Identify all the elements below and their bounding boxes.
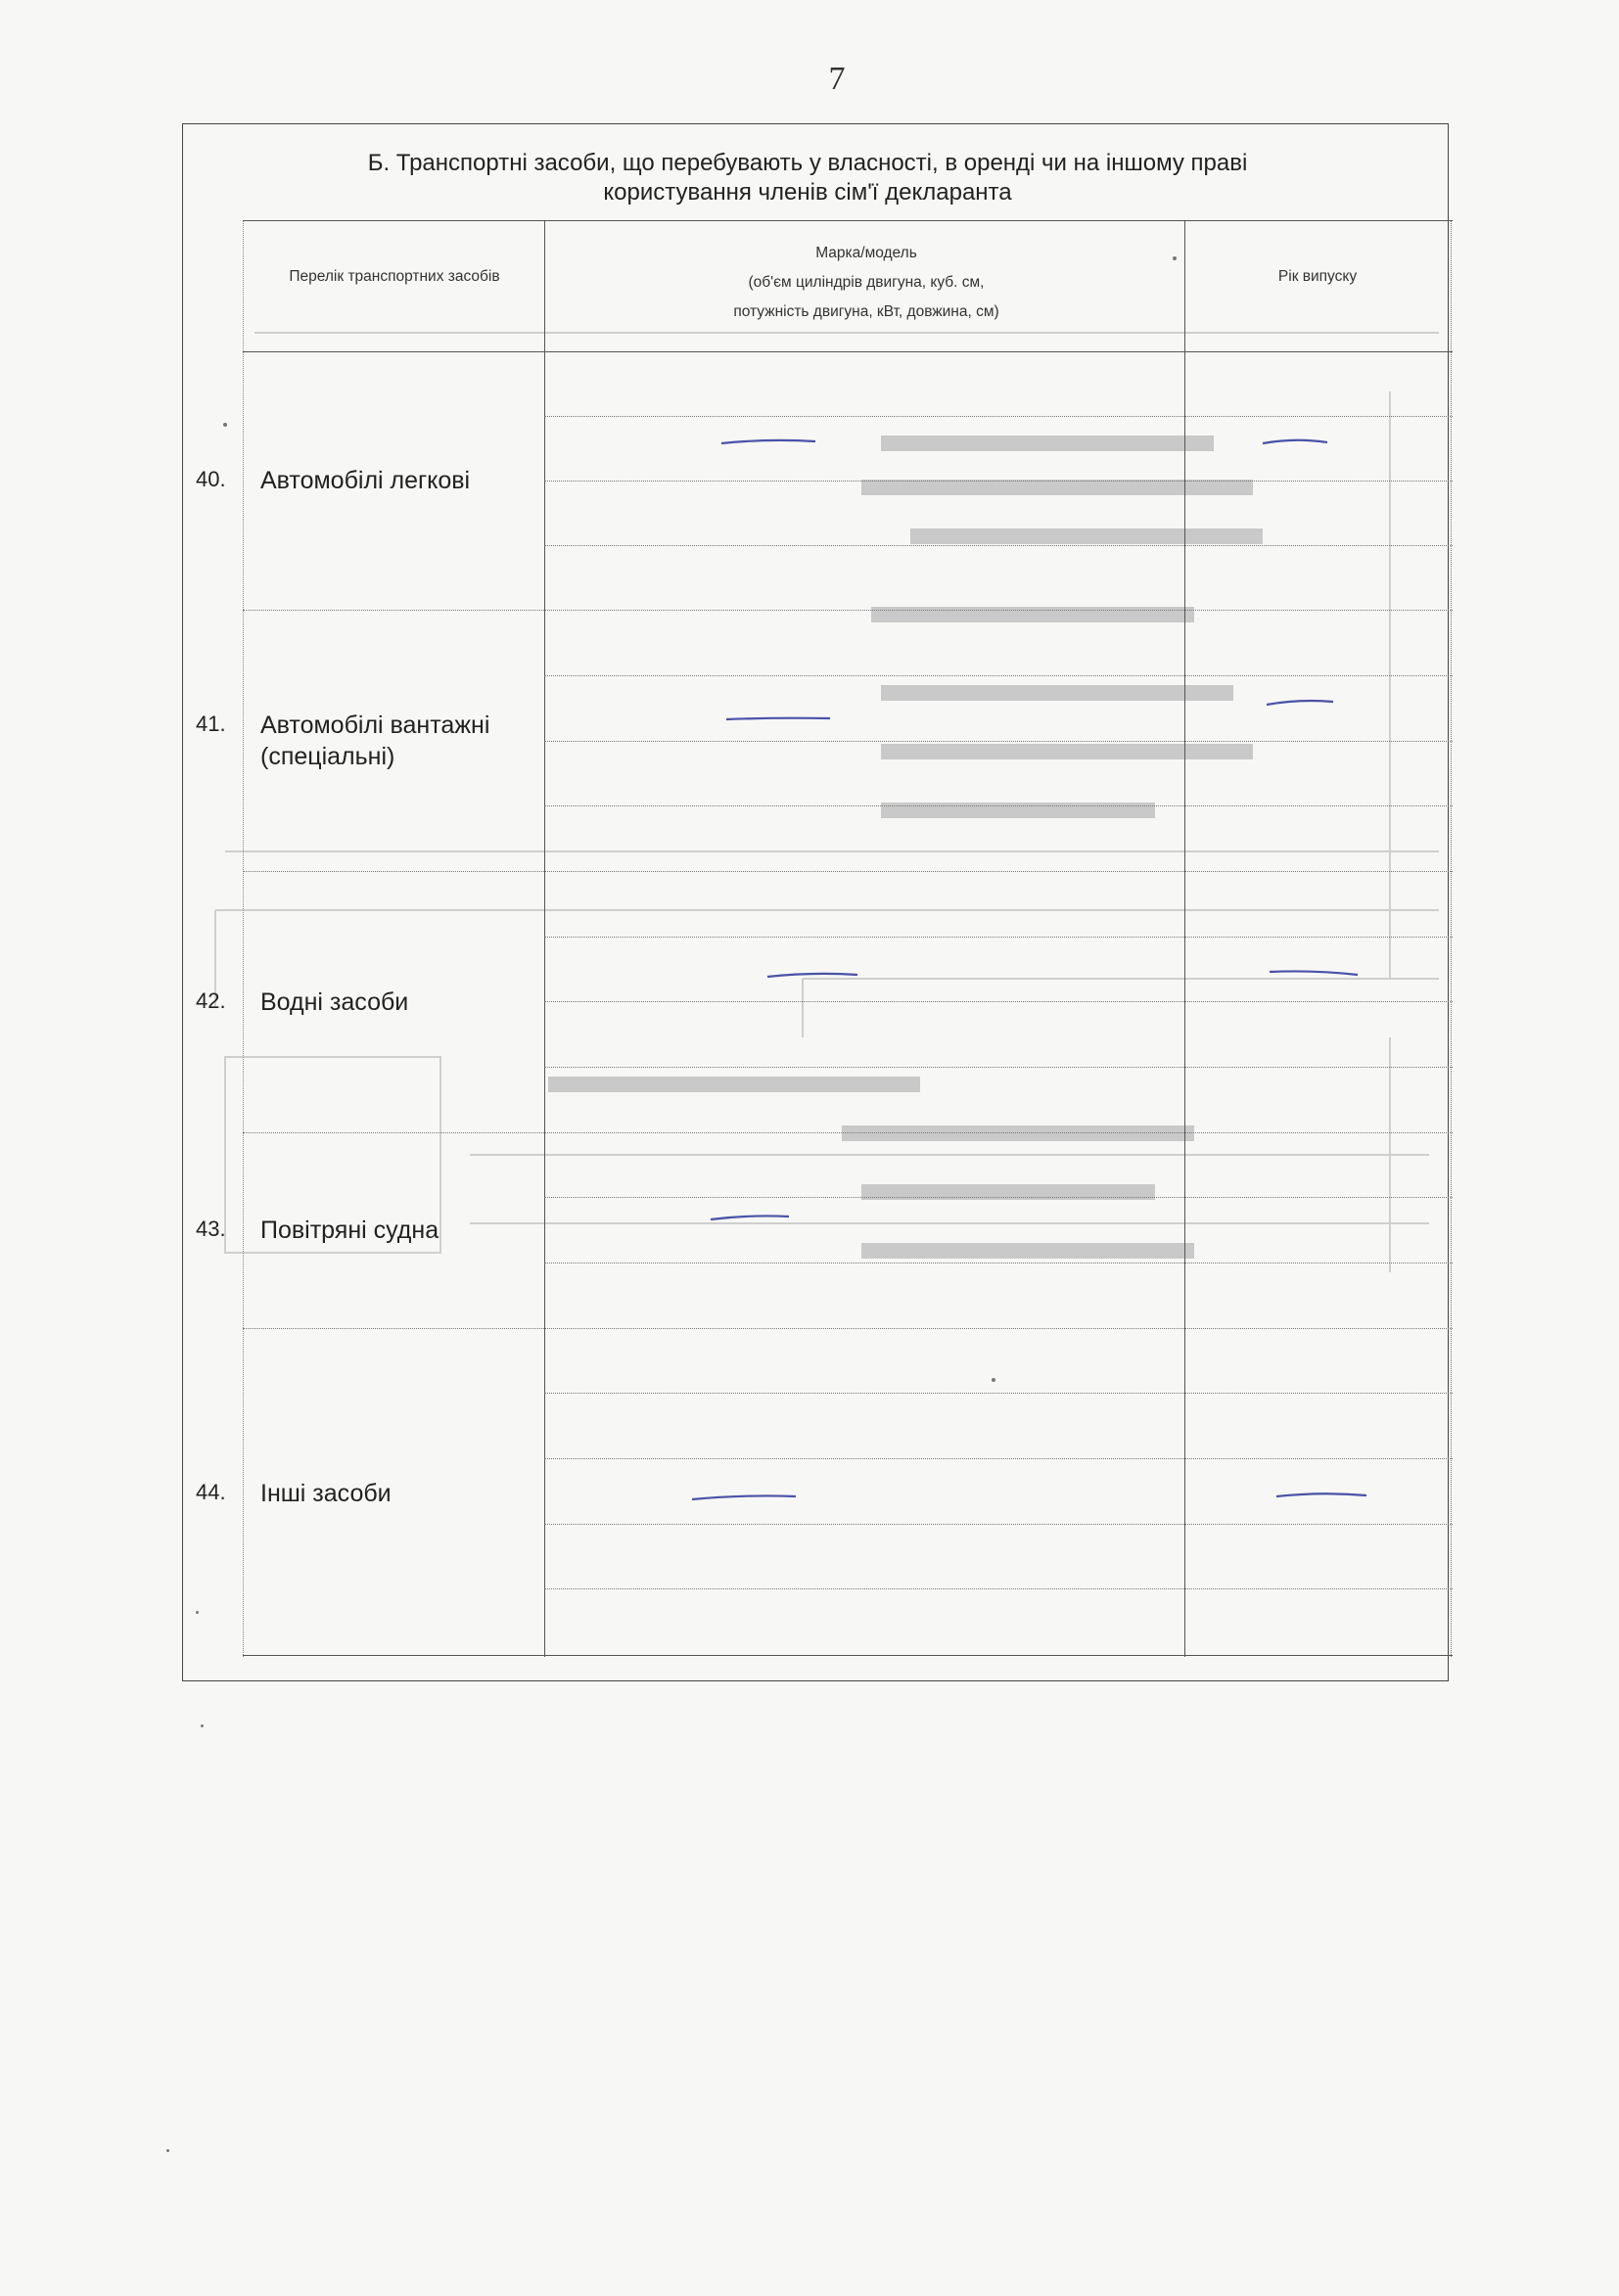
sub-row-line (544, 416, 1453, 417)
row-label-trucks-line-1: Автомобілі вантажні (260, 712, 490, 739)
row-group-divider (243, 871, 1453, 872)
header-bottom-rule (243, 351, 1453, 352)
scan-speck (201, 1724, 204, 1727)
section-title-line-2: користування членів сім'ї декларанта (603, 179, 1012, 206)
sub-row-line (544, 1588, 1453, 1589)
sub-row-line (544, 1067, 1453, 1068)
scan-speck (992, 1378, 995, 1382)
scan-speck (166, 2149, 169, 2152)
sub-row-line (544, 741, 1453, 742)
sub-row-line (544, 1458, 1453, 1459)
sub-row-line (544, 1197, 1453, 1198)
pen-dash-mark (690, 1492, 798, 1503)
pen-dash-mark (1274, 1490, 1368, 1501)
row-label-trucks-line-2: (спеціальні) (260, 743, 395, 770)
table-right-border (1451, 220, 1452, 1657)
sub-row-line (544, 805, 1453, 806)
pen-dash-mark (1265, 697, 1335, 709)
header-make-model-line-1: Марка/модель (815, 245, 917, 261)
sub-row-line (544, 675, 1453, 676)
header-top-rule (243, 220, 1453, 221)
section-title (245, 149, 1370, 207)
header-make-model (548, 243, 1184, 323)
scan-speck (1173, 256, 1177, 260)
sub-row-line (544, 1393, 1453, 1394)
row-label-trucks (260, 710, 544, 772)
row-number-41: 41. (196, 712, 226, 736)
row-number-43: 43. (196, 1217, 226, 1241)
pen-dash-mark (719, 436, 817, 447)
table-bottom-rule (243, 1655, 1453, 1656)
header-make-model-line-2: (об'єм циліндрів двигуна, куб. см, (748, 274, 985, 291)
sub-row-line (544, 937, 1453, 938)
row-number-44: 44. (196, 1480, 226, 1504)
sub-row-line (544, 545, 1453, 546)
scan-speck (196, 1611, 199, 1614)
row-label-other-vehicles: Інші засоби (260, 1480, 392, 1507)
sub-row-line (544, 1001, 1453, 1002)
section-title-line-1: Б. Транспортні засоби, що перебувають у власності, в оренді чи на іншому праві (367, 150, 1248, 176)
page-number: 7 (828, 61, 846, 97)
pen-dash-mark (1261, 436, 1329, 447)
pen-dash-mark (724, 712, 832, 724)
row-label-passenger-cars: Автомобілі легкові (260, 467, 471, 494)
sub-row-line (544, 481, 1453, 482)
row-number-42: 42. (196, 988, 226, 1013)
pen-dash-mark (765, 969, 859, 981)
header-vehicle-list: Перелік транспортних засобів (289, 268, 500, 285)
row-group-divider (243, 1328, 1453, 1329)
row-group-divider (243, 1132, 1453, 1133)
pen-dash-mark (1268, 967, 1360, 979)
table-left-border (243, 220, 244, 1657)
row-group-divider (243, 610, 1453, 611)
column-divider-2 (1184, 220, 1185, 1657)
header-year: Рік випуску (1277, 268, 1358, 285)
row-label-water-vehicles: Водні засоби (260, 988, 409, 1016)
column-divider-1 (544, 220, 545, 1657)
header-make-model-line-3: потужність двигуна, кВт, довжина, см) (733, 303, 999, 320)
row-number-40: 40. (196, 467, 226, 491)
scan-speck (223, 423, 227, 427)
sub-row-line (544, 1524, 1453, 1525)
pen-dash-mark (709, 1212, 791, 1223)
row-label-aircraft: Повітряні судна (260, 1217, 439, 1244)
